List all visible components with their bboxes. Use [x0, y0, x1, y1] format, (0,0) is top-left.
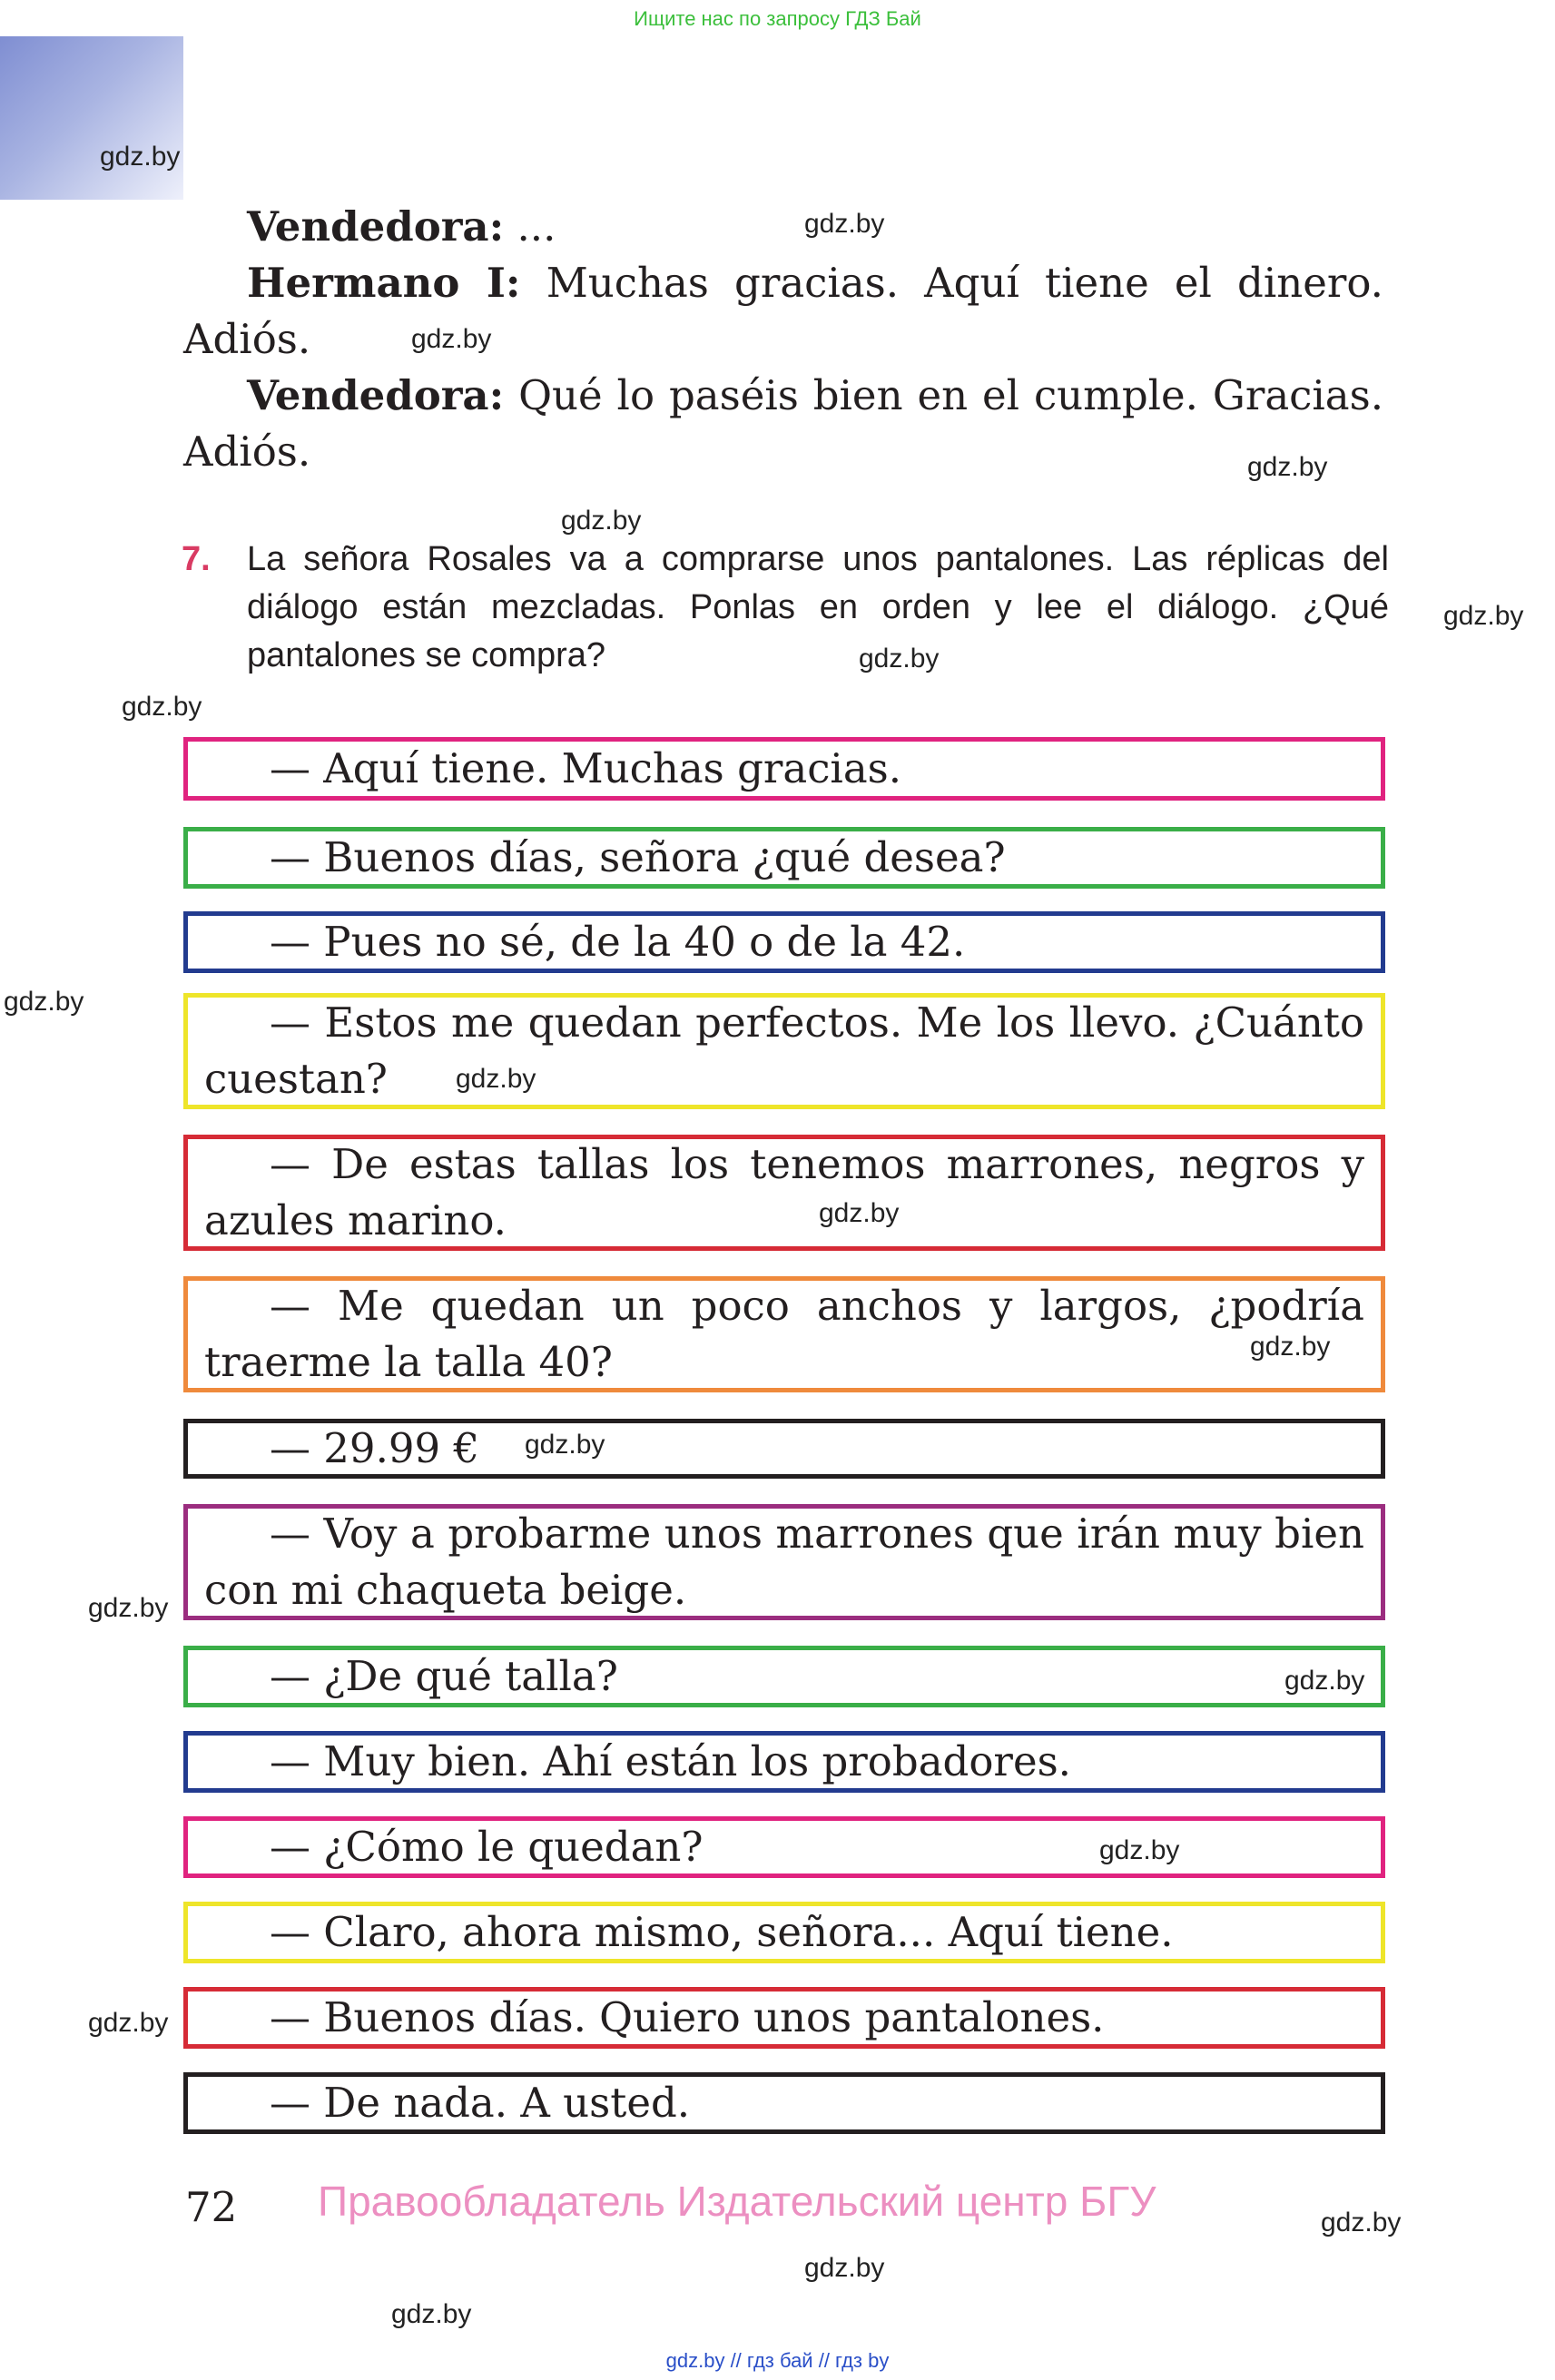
speaker-label: Vendedora: — [247, 202, 505, 251]
replica-box — [183, 1276, 1385, 1392]
replica-text: — Aquí tiene. Muchas gracias. — [270, 744, 902, 792]
replica-box — [183, 1987, 1385, 2049]
watermark: gdz.by — [1250, 1332, 1331, 1362]
watermark: gdz.by — [1284, 1666, 1365, 1696]
corner-decoration — [0, 36, 183, 200]
replica-text: — De nada. A usted. — [270, 2079, 691, 2127]
dialogue-line-3 — [183, 368, 1383, 480]
watermark: gdz.by — [804, 209, 885, 239]
replica-text: — Buenos días. Quiero unos pantalones. — [270, 1993, 1105, 2041]
replica-text: — ¿Cómo le quedan? — [270, 1823, 704, 1871]
replica-text: — De estas tallas los tenemos marrones, negros y azules marino. — [204, 1140, 1364, 1244]
watermark: gdz.by — [456, 1064, 536, 1094]
watermark: gdz.by — [88, 1593, 169, 1623]
speaker-label: Hermano I: — [247, 259, 521, 307]
task-7 — [182, 536, 1389, 680]
replica-text: — Claro, ahora mismo, señora... Aquí tiene. — [270, 1908, 1174, 1956]
dialogue-text: ... — [504, 202, 556, 251]
watermark: gdz.by — [525, 1430, 605, 1460]
dialogue-text: Muchas gracias. Aquí tiene el dinero. Adiós. — [183, 259, 1383, 363]
replica-text: — Pues no sé, de la 40 o de la 42. — [270, 918, 966, 966]
watermark: gdz.by — [859, 644, 940, 674]
replica-box — [183, 911, 1385, 973]
replica-text: — 29.99 € — [270, 1424, 480, 1472]
rights-notice: Правообладатель Издательский центр БГУ — [318, 2178, 1156, 2225]
watermark: gdz.by — [4, 987, 84, 1017]
watermark: gdz.by — [1247, 452, 1328, 482]
dialogue-line-2 — [183, 255, 1383, 368]
replica-box — [183, 737, 1385, 801]
replica-box — [183, 1731, 1385, 1793]
page-number: 72 — [185, 2183, 238, 2231]
replica-text: — Buenos días, señora ¿qué desea? — [270, 833, 1006, 881]
watermark: gdz.by — [1321, 2208, 1402, 2237]
task-text: La señora Rosales va a comprarse unos pantalones. Las réplicas del diálogo están mezcladas. Ponlas en orden y lee el diálogo. ¿Qué pantalones se compra? — [247, 540, 1389, 674]
replica-box — [183, 827, 1385, 889]
replica-text: — ¿De qué talla? — [270, 1652, 618, 1700]
replica-box — [183, 1816, 1385, 1878]
replica-text: — Muy bien. Ahí están los probadores. — [270, 1737, 1071, 1785]
watermark: gdz.by — [391, 2299, 472, 2329]
watermark: gdz.by — [411, 324, 492, 354]
replica-text: — Voy a probarme unos marrones que irán muy bien con mi chaqueta beige. — [204, 1510, 1364, 1614]
task-number: 7. — [182, 540, 211, 578]
watermark: gdz.by — [88, 2008, 169, 2038]
replica-text: — Estos me quedan perfectos. Me los llevo. ¿Cuánto cuestan? — [204, 998, 1364, 1103]
watermark: gdz.by — [100, 142, 181, 172]
replica-box — [183, 993, 1385, 1109]
replica-box — [183, 2072, 1385, 2134]
watermark: gdz.by — [804, 2253, 885, 2283]
watermark: gdz.by — [122, 692, 202, 722]
watermark: gdz.by — [1443, 601, 1524, 631]
replica-box — [183, 1902, 1385, 1963]
watermark: gdz.by — [1099, 1835, 1180, 1865]
top-banner: Ищите нас по запросу ГДЗ Бай — [634, 7, 921, 30]
replica-text: — Me quedan un poco anchos y largos, ¿podría traerme la talla 40? — [204, 1282, 1364, 1386]
bottom-links[interactable]: gdz.by // гдз бай // гдз by — [665, 2349, 890, 2372]
watermark: gdz.by — [561, 506, 642, 536]
speaker-label: Vendedora: — [247, 371, 505, 419]
replica-box — [183, 1135, 1385, 1251]
replica-box — [183, 1504, 1385, 1620]
watermark: gdz.by — [819, 1198, 900, 1228]
replica-box — [183, 1646, 1385, 1707]
dialogue-text: Qué lo paséis bien en el cumple. Gracias. Adiós. — [183, 371, 1383, 476]
replica-box — [183, 1419, 1385, 1479]
